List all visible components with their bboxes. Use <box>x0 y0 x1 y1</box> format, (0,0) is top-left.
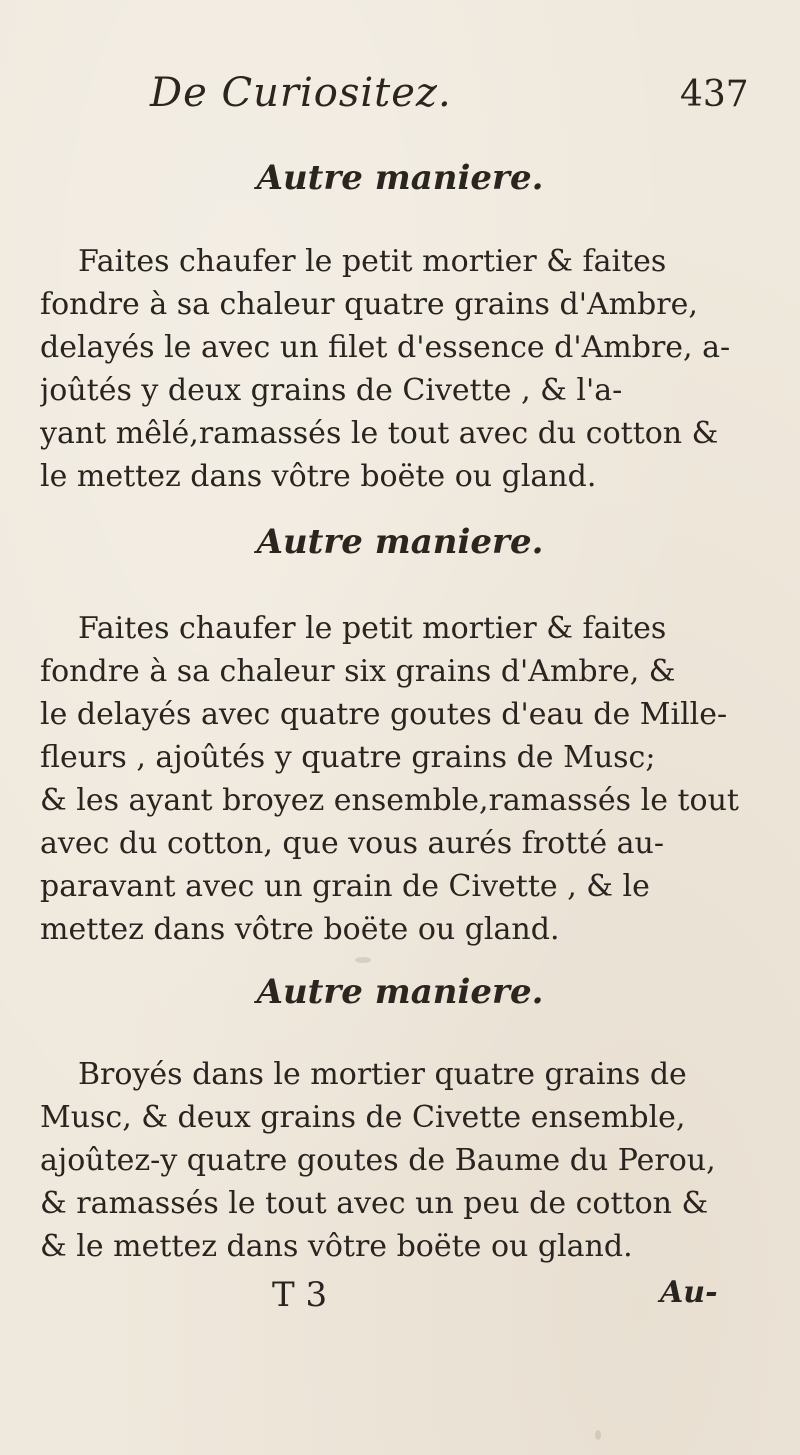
text-line: avec du cotton, que vous aurés frotté au- <box>40 826 664 861</box>
text-line: ajoûtez-y quatre goutes de Baume du Perou, <box>40 1143 716 1178</box>
text-line: le mettez dans vôtre boëte ou gland. <box>40 459 597 494</box>
paragraph <box>40 240 760 498</box>
text-line: fleurs , ajoûtés y quatre grains de Musc; <box>40 740 656 775</box>
text-line: Faites chaufer le petit mortier & faites <box>78 611 667 646</box>
paragraph <box>40 607 760 951</box>
catchword: Au- <box>660 1275 718 1310</box>
text-line: le delayés avec quatre goutes d'eau de Mille- <box>40 697 728 732</box>
paragraph <box>40 1053 760 1268</box>
text-line: fondre à sa chaleur six grains d'Ambre, & <box>40 654 676 689</box>
text-line: mettez dans vôtre boëte ou gland. <box>40 912 560 947</box>
ink-speck <box>595 1430 601 1440</box>
running-title: De Curiositez. <box>150 70 452 116</box>
ink-speck <box>355 957 371 963</box>
text-line: & ramassés le tout avec un peu de cotton & <box>40 1186 709 1221</box>
text-line: Faites chaufer le petit mortier & faites <box>78 244 667 279</box>
text-line: & les ayant broyez ensemble,ramassés le tout <box>40 783 739 818</box>
page-footer <box>0 1275 800 1325</box>
text-line: yant mêlé,ramassés le tout avec du cotton & <box>40 416 719 451</box>
section-heading: Autre maniere. <box>256 522 544 562</box>
page-number: 437 <box>680 74 749 115</box>
signature-mark: T 3 <box>272 1275 328 1315</box>
text-line: paravant avec un grain de Civette , & le <box>40 869 650 904</box>
section-heading: Autre maniere. <box>256 972 544 1012</box>
text-line: joûtés y deux grains de Civette , & l'a- <box>40 373 623 408</box>
text-line: & le mettez dans vôtre boëte ou gland. <box>40 1229 633 1264</box>
text-line: Broyés dans le mortier quatre grains de <box>78 1057 687 1092</box>
section-heading: Autre maniere. <box>256 158 544 198</box>
page-header <box>0 70 800 130</box>
text-line: Musc, & deux grains de Civette ensemble, <box>40 1100 686 1135</box>
text-line: fondre à sa chaleur quatre grains d'Ambre, <box>40 287 698 322</box>
text-line: delayés le avec un filet d'essence d'Ambre, a- <box>40 330 731 365</box>
